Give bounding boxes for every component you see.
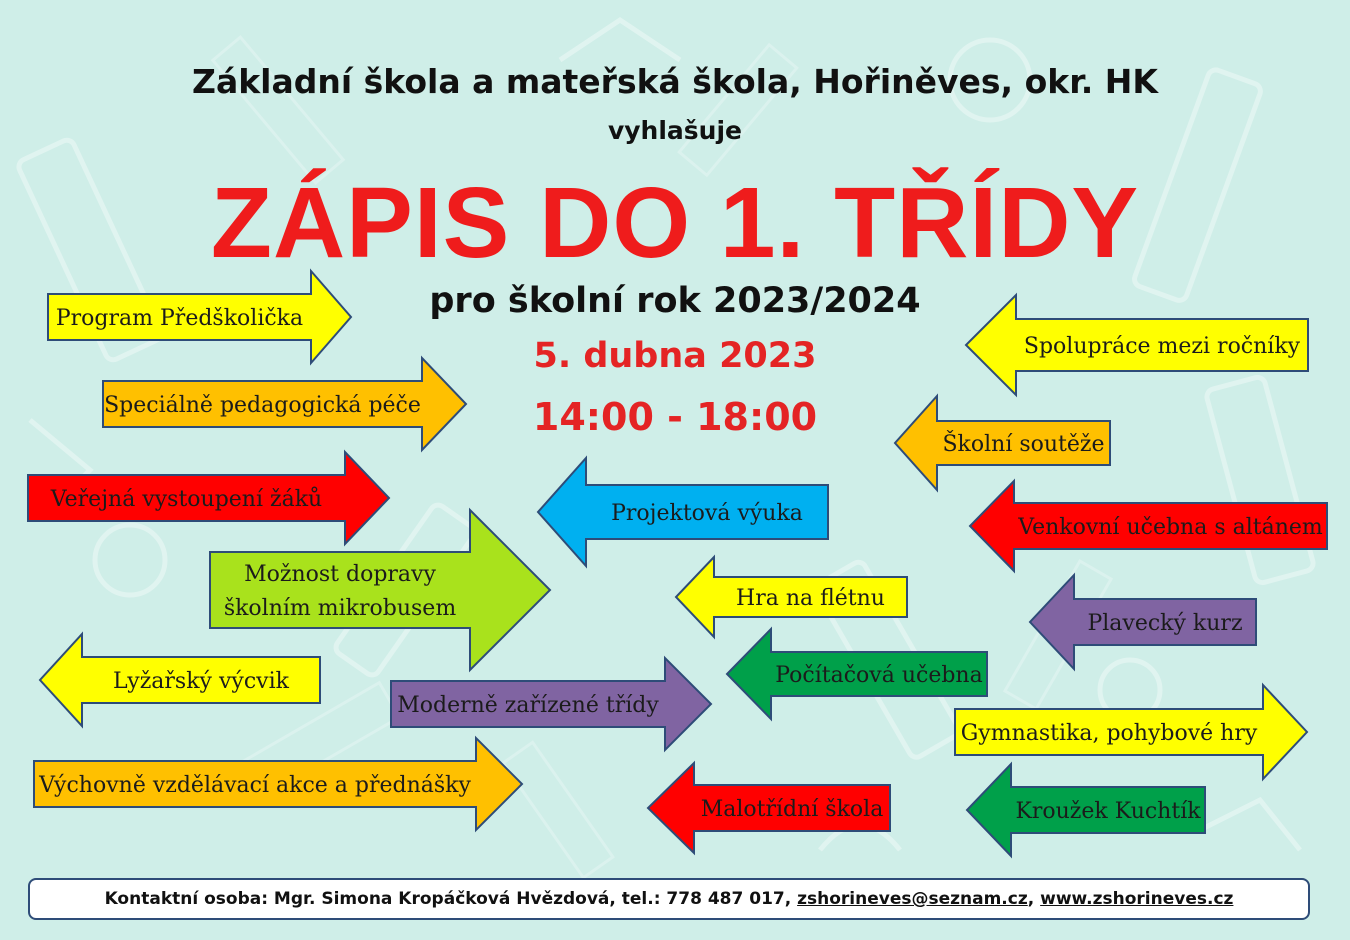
arrow-hra-na-fletnu-label: Hra na flétnu: [736, 586, 885, 611]
arrow-verejna-vystoupeni-label: Veřejná vystoupení žáků: [50, 487, 323, 512]
arrow-malotridni-skola: [648, 763, 890, 853]
page-title: ZÁPIS DO 1. TŘÍDY: [210, 167, 1140, 279]
arrow-skolni-souteze-label: Školní soutěže: [942, 432, 1105, 457]
arrow-krouzek-kuchtik-label: Kroužek Kuchtík: [1015, 799, 1201, 824]
contact-person-text: Kontaktní osoba: Mgr. Simona Kropáčková Hvězdová, tel.: 778 487 017,: [104, 889, 798, 909]
email-link[interactable]: zshorineves@seznam.cz: [797, 889, 1028, 909]
website-link[interactable]: www.zshorineves.cz: [1040, 889, 1234, 909]
arrow-moznost-dopravy-label: Možnost dopravy: [244, 562, 436, 587]
arrow-krouzek-kuchtik: [967, 764, 1205, 856]
school-year: pro školní rok 2023/2024: [429, 281, 921, 321]
arrow-moznost-dopravy-label: školním mikrobusem: [223, 596, 457, 621]
arrow-gymnastika-label: Gymnastika, pohybové hry: [960, 721, 1258, 746]
arrow-moznost-dopravy: [210, 510, 550, 670]
arrow-pocitacova-ucebna: [727, 629, 987, 719]
arrow-program-predskolicka-label: Program Předškolička: [55, 306, 304, 331]
arrow-moderne-zarizene-tridy: [391, 658, 711, 750]
arrow-venkovni-ucebna-label: Venkovní učebna s altánem: [1018, 515, 1323, 540]
arrow-vychovne-vzdelavaci-akce-label: Výchovně vzdělávací akce a přednášky: [39, 773, 471, 798]
arrow-venkovni-ucebna: [970, 481, 1327, 571]
arrow-moderne-zarizene-tridy-label: Moderně zařízené třídy: [397, 693, 659, 718]
contact-bar: [28, 878, 1310, 920]
arrow-gymnastika: [955, 685, 1307, 779]
arrow-projektova-vyuka: [538, 458, 828, 566]
arrow-spoluprace-mezi-rocniky: [966, 295, 1308, 395]
arrow-vychovne-vzdelavaci-akce: [34, 738, 522, 830]
arrow-program-predskolicka: [48, 271, 351, 363]
arrow-projektova-vyuka-label: Projektová výuka: [611, 501, 803, 526]
arrow-skolni-souteze: [895, 396, 1110, 490]
enrollment-date: 5. dubna 2023: [533, 336, 817, 376]
arrow-spoluprace-mezi-rocniky-label: Spolupráce mezi ročníky: [1023, 334, 1301, 359]
school-name: Základní škola a mateřská škola, Hořiněves, okr. HK: [192, 62, 1158, 101]
arrow-moznost-dopravy-shape: [210, 510, 550, 670]
arrow-malotridni-skola-label: Malotřídní škola: [700, 797, 884, 822]
arrow-hra-na-fletnu: [676, 557, 907, 637]
arrow-pocitacova-ucebna-label: Počítačová učebna: [775, 663, 983, 688]
arrow-lyzarsky-vycvik: [40, 634, 320, 726]
arrow-plavecky-kurz: [1030, 575, 1256, 669]
arrow-specialne-pedagogicka-pece: [103, 358, 466, 450]
enrollment-time: 14:00 - 18:00: [532, 395, 818, 439]
contact-separator: ,: [1027, 889, 1041, 909]
arrow-specialne-pedagogicka-pece-label: Speciálně pedagogická péče: [104, 393, 421, 418]
arrow-lyzarsky-vycvik-label: Lyžařský výcvik: [113, 669, 289, 694]
announces-text: vyhlašuje: [607, 116, 743, 145]
arrow-verejna-vystoupeni: [28, 452, 389, 544]
arrow-plavecky-kurz-label: Plavecký kurz: [1087, 611, 1243, 636]
